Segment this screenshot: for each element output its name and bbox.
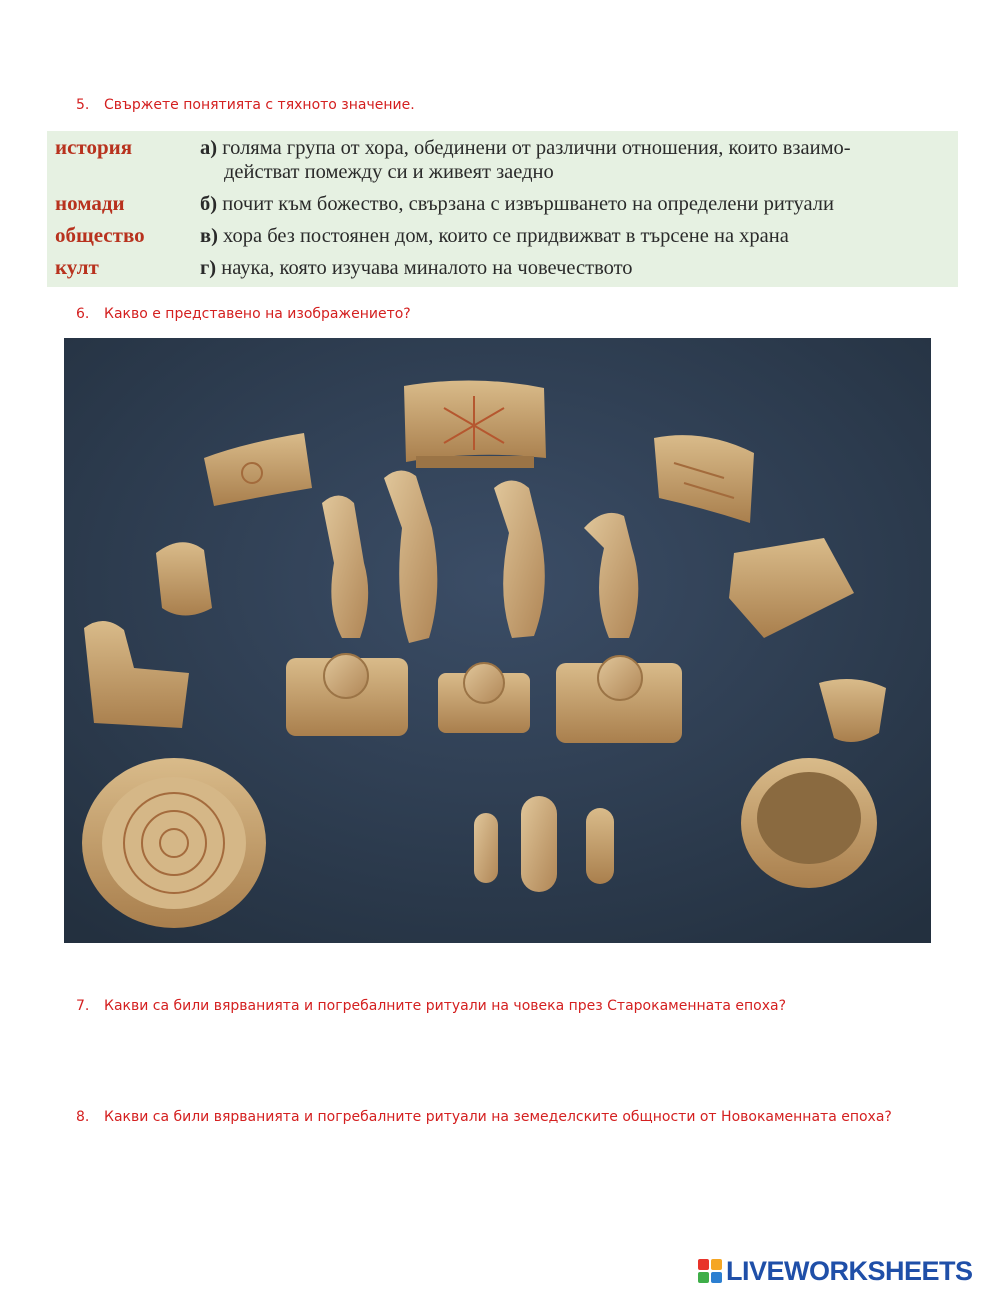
question-7 [76, 998, 786, 1014]
term-history: история [55, 135, 133, 159]
question-8 [76, 1109, 892, 1125]
logo-square [698, 1259, 709, 1270]
logo-text: LIVEWORKSHEETS [726, 1255, 973, 1286]
definition-text: голяма група от хора, обединени от различни отношения, които взаимо- [222, 137, 851, 159]
logo-square [711, 1259, 722, 1270]
logo-square [711, 1272, 722, 1283]
term-nomads: номади [55, 191, 125, 215]
logo-squares-icon [698, 1259, 722, 1283]
logo-square [698, 1272, 709, 1283]
definition-text: хора без постоянен дом, които се придвижват в търсене на храна [223, 225, 789, 247]
definition-letter: в) [200, 225, 218, 247]
question-number: 8. [76, 1109, 90, 1125]
question-text: Какво е представено на изображението? [104, 306, 411, 322]
question-text: Какви са били вярванията и погребалните ритуали на човека през Старокаменната епоха? [104, 998, 787, 1014]
question-text: Свържете понятията с тяхното значение. [104, 97, 415, 113]
definition-a [200, 136, 960, 184]
roller-3 [586, 808, 614, 884]
definition-letter: а) [200, 137, 218, 159]
question-number: 5. [76, 97, 90, 113]
term-cult: култ [55, 255, 99, 279]
definition-letter: г) [200, 257, 217, 279]
question-5 [76, 97, 415, 113]
definition-v [200, 224, 960, 248]
question-number: 7. [76, 998, 90, 1014]
definition-text: наука, която изучава миналото на човечеството [221, 257, 633, 279]
definition-letter: б) [200, 193, 218, 215]
definition-text: почит към божество, свързана с извършването на определени ритуали [222, 193, 834, 215]
question-6 [76, 306, 411, 322]
definition-continuation: действат помежду си и живеят заедно [224, 161, 554, 183]
artifacts-photo [64, 338, 931, 943]
roller-2 [521, 796, 557, 892]
question-text: Какви са били вярванията и погребалните ритуали на земеделските общности от Новокаменната епоха? [104, 1109, 892, 1125]
definition-g [200, 256, 960, 280]
term-society: общество [55, 223, 145, 247]
question-number: 6. [76, 306, 90, 322]
matching-table [47, 131, 958, 287]
liveworksheets-logo [698, 1256, 973, 1286]
clay-models-illustration [64, 338, 931, 943]
roller-1 [474, 813, 498, 883]
definition-b [200, 192, 960, 216]
small-chair-left [156, 542, 212, 615]
